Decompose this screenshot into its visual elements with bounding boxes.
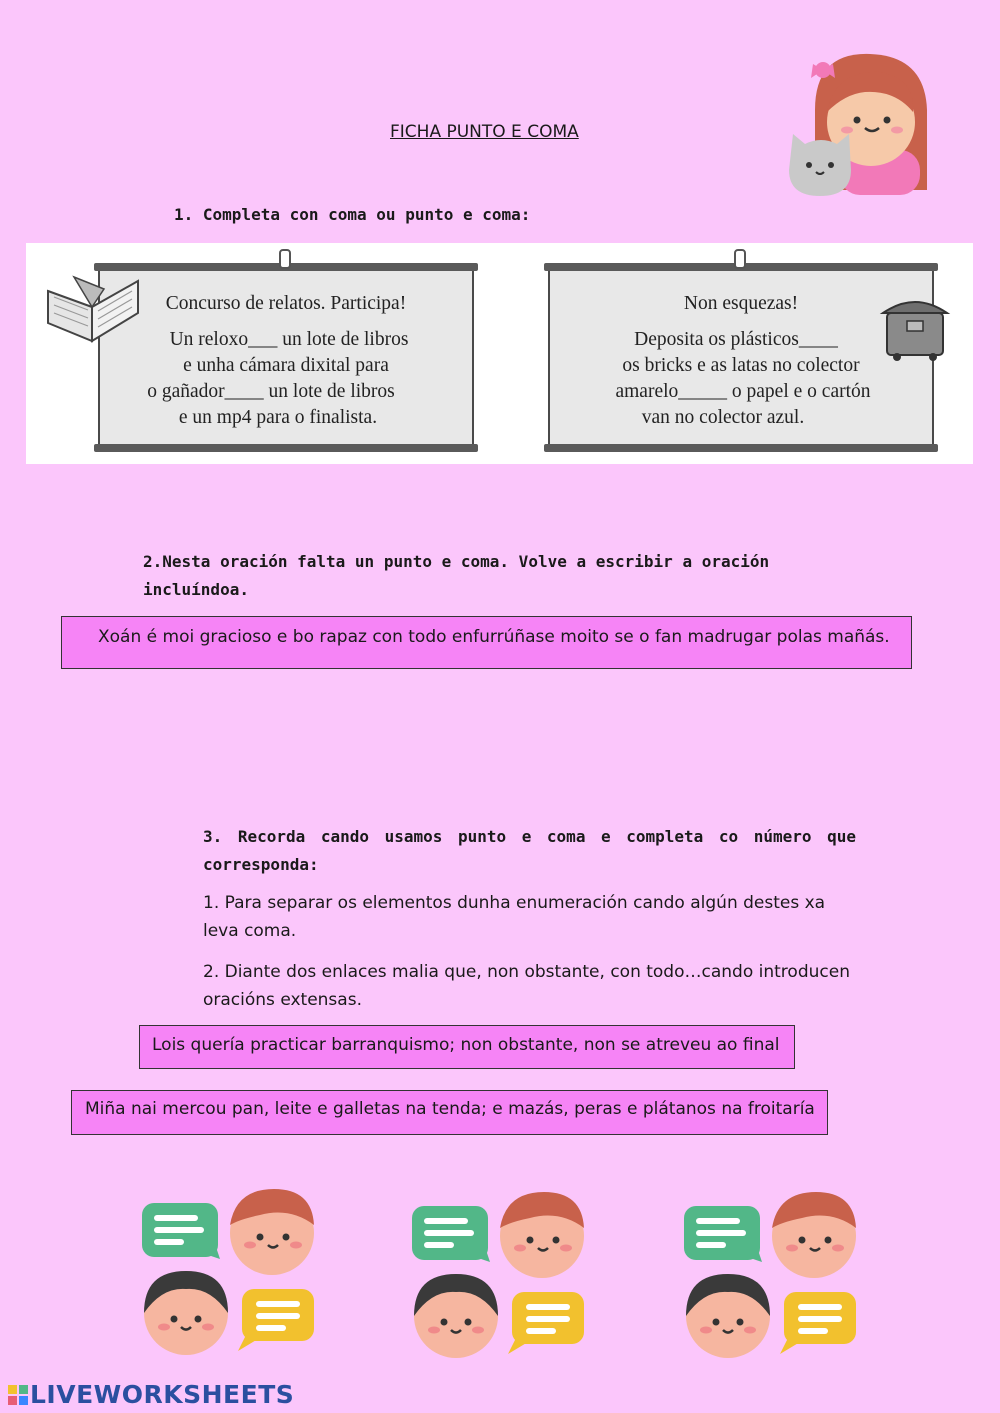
sentence-box-2: Xoán é moi gracioso e bo rapaz con todo enfurrúñase moito se o fan madrugar polas mañás. (61, 616, 912, 669)
liveworksheets-logo[interactable] (8, 1380, 294, 1409)
question-3-heading: 3. Recorda cando usamos punto e coma e completa co número que corresponda: (203, 827, 856, 874)
sentence-box-3a: Lois quería practicar barranquismo; non obstante, non se atreveu ao final (139, 1025, 795, 1069)
question-1-heading: 1. Completa con coma ou punto e coma: (174, 205, 531, 224)
board-right-line-3: amarelo_____ o papel e o cartón (615, 381, 871, 402)
board-left-line-3: o gañador____ un lote de libros (147, 381, 395, 402)
chat-people-illustration (410, 1188, 590, 1358)
girl-with-cat-illustration (785, 50, 935, 200)
liveworksheets-logo-text: LIVEWORKSHEETS (30, 1380, 295, 1409)
bin-icon (879, 291, 951, 363)
board-right-line-2: os bricks e as latas no colector (622, 355, 860, 376)
chat-people-illustration (682, 1188, 862, 1358)
board-left-heading: Concurso de relatos. Participa! (165, 293, 407, 314)
rule-1-text: 1. Para separar os elementos dunha enumeración cando algún destes xa leva coma. (203, 893, 826, 941)
board-left-line-4: e un mp4 para o finalista. (178, 407, 378, 428)
sentence-box-3b: Miña nai mercou pan, leite e galletas na tenda; e mazás, peras e plátanos na froitaría (71, 1090, 828, 1135)
board-right-heading: Non esquezas! (683, 293, 799, 314)
board-right-line-1: Deposita os plásticos____ (634, 329, 838, 350)
board-left-hook-icon (279, 249, 291, 269)
chat-people-illustration (140, 1185, 320, 1355)
notice-board-left (98, 267, 474, 448)
liveworksheets-logo-mark-icon (8, 1385, 28, 1405)
board-right-hook-icon (734, 249, 746, 269)
book-icon (44, 273, 144, 343)
board-right-line-4: van no colector azul. (641, 407, 805, 428)
board-left-line-2: e unha cámara dixital para (183, 355, 389, 376)
exercise-1-image-strip (26, 243, 973, 464)
page-title: FICHA PUNTO E COMA (390, 122, 579, 142)
notice-board-right (548, 267, 934, 448)
rule-2-text: 2. Diante dos enlaces malia que, non obstante, con todo…cando introducen oracións extensas. (203, 962, 850, 1010)
question-2-heading: 2.Nesta oración falta un punto e coma. Volve a escribir a oración incluíndoa. (143, 552, 770, 599)
board-left-line-1: Un reloxo___ un lote de libros (169, 329, 409, 350)
